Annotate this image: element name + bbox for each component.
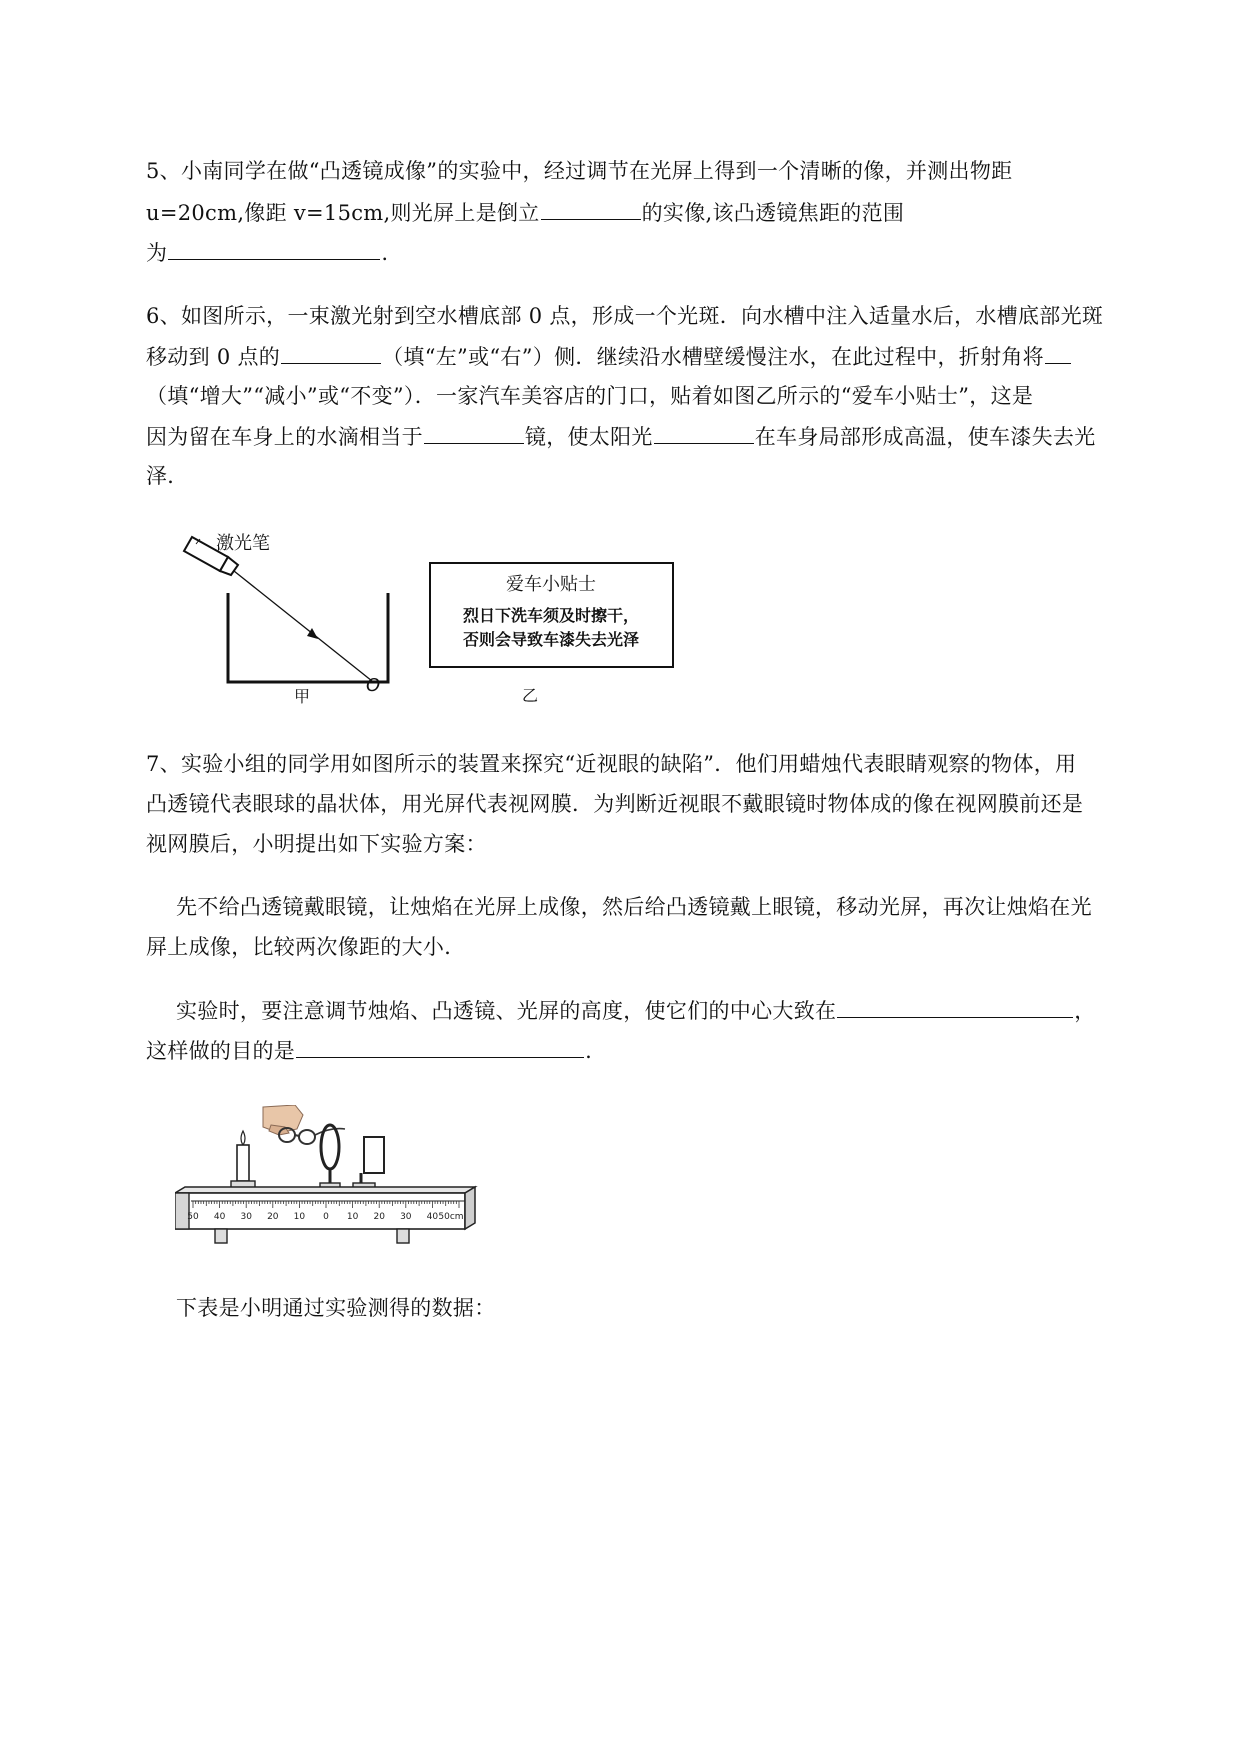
q7-table-intro: 下表是小明通过实验测得的数据： <box>176 1296 496 1320</box>
scale-label: 20 <box>373 1212 385 1222</box>
figure-7 <box>175 1105 505 1245</box>
scale-label: 20 <box>267 1212 279 1222</box>
q7-line-2: 凸透镜代表眼球的晶状体，用光屏代表视网膜．为判断近视眼不戴眼镜时物体成的像在视网膜前还是 <box>146 792 1084 816</box>
q6-line-4 <box>146 421 1096 452</box>
candle-icon <box>231 1131 255 1193</box>
scale-label: 40 <box>426 1212 439 1222</box>
q6-line-1: 6、如图所示，一束激光射到空水槽底部 0 点，形成一个光斑．向水槽中注入适量水后，水槽底部光斑 <box>146 304 1104 328</box>
q6-text: （填“左”或“右”）侧．继续沿水槽壁缓慢注水，在此过程中，折射角将 <box>382 345 1044 369</box>
figure-6 <box>170 525 690 705</box>
q7-text: ， <box>1074 999 1096 1023</box>
scale-label: 30 <box>400 1212 412 1222</box>
q5-blank-focal-range[interactable] <box>168 237 380 260</box>
q6-line-3: （填“增大”“减小”或“不变”）．一家汽车美容店的门口，贴着如图乙所示的“爱车小贴士”，这是 <box>146 384 1034 408</box>
q6-text: 移动到 0 点的 <box>146 345 281 369</box>
q5-line-2 <box>146 197 904 228</box>
scale-label: 10 <box>346 1212 359 1222</box>
caption-jia: 甲 <box>294 687 311 705</box>
scale-label: 50 <box>187 1212 199 1222</box>
q7-note-line-1 <box>176 995 1096 1026</box>
laser-pen-label: 激光笔 <box>216 533 270 554</box>
q6-blank-light-effect[interactable] <box>654 421 754 444</box>
q7-text: 实验时，要注意调节烛焰、凸透镜、光屏的高度，使它们的中心大致在 <box>176 999 837 1023</box>
q7-plan-line-2: 屏上成像，比较两次像距的大小． <box>146 935 466 959</box>
scale-label: 10 <box>293 1212 306 1222</box>
q6-text: 镜，使太阳光 <box>524 425 653 449</box>
scale-label: 0 <box>323 1212 329 1222</box>
q6-blank-lens-type[interactable] <box>424 421 524 444</box>
beam-arrow <box>307 628 318 639</box>
tip-box-line-2: 否则会导致车漆失去光泽 <box>462 630 640 649</box>
q7-blank-purpose[interactable] <box>296 1035 584 1058</box>
laser-beam <box>234 571 372 681</box>
q6-line-5: 泽． <box>146 464 189 488</box>
scale-label: 40 <box>213 1212 226 1222</box>
convex-lens-icon <box>320 1125 340 1193</box>
point-o-label: O <box>366 675 381 696</box>
q7-text: . <box>585 1039 593 1063</box>
q6-text: 因为留在车身上的水滴相当于 <box>146 425 423 449</box>
q5-text: 的实像,该凸透镜焦距的范围 <box>641 201 905 225</box>
q6-blank-side[interactable] <box>281 341 381 364</box>
tip-box-line-1: 烈日下洗车须及时擦干， <box>462 606 640 625</box>
q5-text: 为 <box>146 241 168 265</box>
q5-line-3 <box>146 237 388 268</box>
q7-note-line-2 <box>146 1035 592 1066</box>
scale-label: 30 <box>240 1212 252 1222</box>
q5-text: . <box>381 241 389 265</box>
scale-label: 50cm <box>438 1212 464 1222</box>
q5-text: u=20cm,像距 v=15cm,则光屏上是倒立 <box>146 201 540 225</box>
tip-box-title: 爱车小贴士 <box>506 574 596 595</box>
caption-yi: 乙 <box>522 686 539 705</box>
q6-line-2 <box>146 341 1072 372</box>
q7-blank-same-height[interactable] <box>837 995 1073 1018</box>
q7-line-3: 视网膜后，小明提出如下实验方案： <box>146 832 487 856</box>
q7-text: 这样做的目的是 <box>146 1039 296 1063</box>
q5-blank-image-type[interactable] <box>541 197 641 220</box>
q5-line-1: 5、小南同学在做“凸透镜成像”的实验中，经过调节在光屏上得到一个清晰的像，并测出物距 <box>146 159 1013 183</box>
water-tank <box>228 593 388 682</box>
q6-blank-refraction-angle[interactable] <box>1045 341 1071 364</box>
q7-line-1: 7、实验小组的同学用如图所示的装置来探究“近视眼的缺陷”．他们用蜡烛代表眼睛观察的物体，用 <box>146 752 1077 776</box>
light-screen-icon <box>353 1137 384 1193</box>
q6-text: 在车身局部形成高温，使车漆失去光 <box>754 425 1096 449</box>
q7-plan-line-1: 先不给凸透镜戴眼镜，让烛焰在光屏上成像，然后给凸透镜戴上眼镜，移动光屏，再次让烛焰在光 <box>176 895 1092 919</box>
